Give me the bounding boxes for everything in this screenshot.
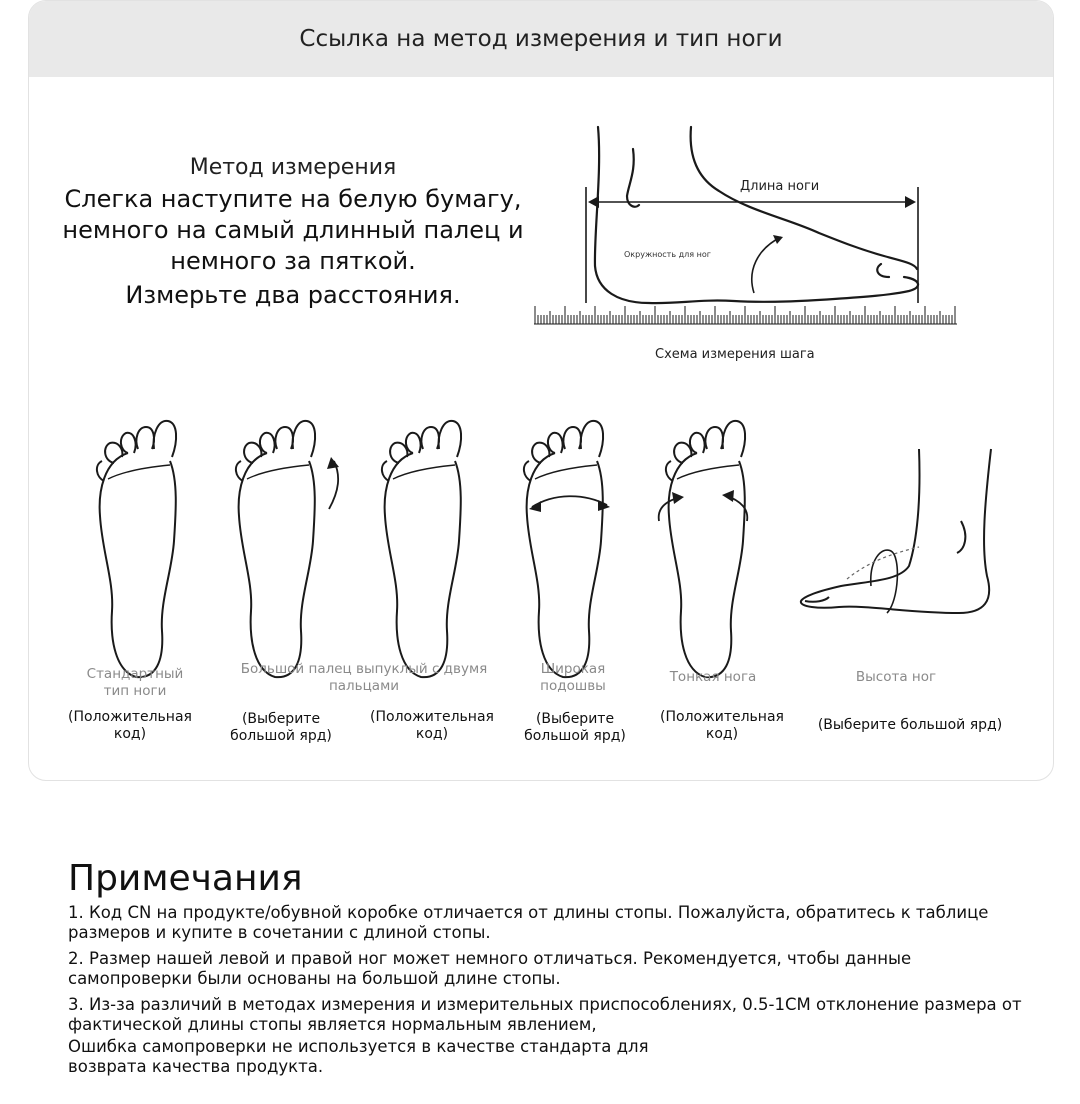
type-label-wide: Широкая подошвы (540, 661, 606, 694)
type-note-height: (Выберите большой ярд) (817, 717, 1003, 733)
instep-dashed (847, 547, 919, 579)
type-label-thin: Тонкая нога (669, 669, 757, 685)
notes-section (68, 858, 1028, 1083)
diagram-caption: Схема измерения шага (655, 347, 815, 362)
note-2: 2. Размер нашей левой и правой ног может немного отличаться. Рекомендуется, чтобы данные самопроверки были основаны на большой длине стопы. (68, 949, 912, 988)
foot-standard-2 (382, 421, 461, 677)
foot-bunion (236, 421, 315, 677)
bunion-arrow-head (327, 457, 339, 469)
method-title: Метод измерения (189, 155, 397, 180)
method-line-2: немного на самый длинный палец и (62, 216, 524, 244)
note-4: Ошибка самопроверки не используется в качестве стандарта для возврата качества продукта. (68, 1037, 649, 1076)
wide-arrow-left (529, 501, 541, 512)
card-title: Ссылка на метод измерения и тип ноги (299, 26, 783, 52)
measurement-card (28, 0, 1054, 781)
type-label-height: Высота ног (855, 669, 937, 685)
wide-arrow-right (598, 500, 610, 511)
note-1: 1. Код CN на продукте/обувной коробке отличается от длины стопы. Пожалуйста, обратитесь к таблице размеров и купите в сочетании с длиной стопы. (68, 903, 989, 942)
foot-wide (524, 421, 603, 677)
type-note-standard-2: (Положительная код) (370, 709, 494, 742)
type-label-bunion: Большой палец выпуклый с двумя пальцами (240, 661, 488, 694)
note-3: 3. Из-за различий в методах измерения и измерительных приспособлениях, 0.5-1CM отклонение размера от фактической длины стопы является нормальным явлением, (68, 995, 1022, 1034)
method-line-1: Слегка наступите на белую бумагу, (64, 185, 522, 213)
type-note-standard: (Положительная код) (68, 709, 192, 742)
type-note-bunion: (Выберите большой ярд) (230, 711, 332, 744)
foot-standard (97, 421, 176, 677)
foot-thin (666, 421, 745, 677)
girth-label: Окружность для ног (624, 250, 711, 259)
type-note-wide: (Выберите большой ярд) (524, 711, 626, 744)
notes-title: Примечания (68, 858, 303, 899)
type-note-thin: (Положительная код) (660, 709, 784, 742)
method-line-3: немного за пяткой. (170, 247, 416, 275)
wide-arrow (532, 496, 607, 507)
type-label-standard: Стандартный тип ноги (86, 666, 184, 699)
length-label: Длина ноги (740, 179, 820, 194)
method-last-line: Измерьте два расстояния. (125, 281, 461, 309)
